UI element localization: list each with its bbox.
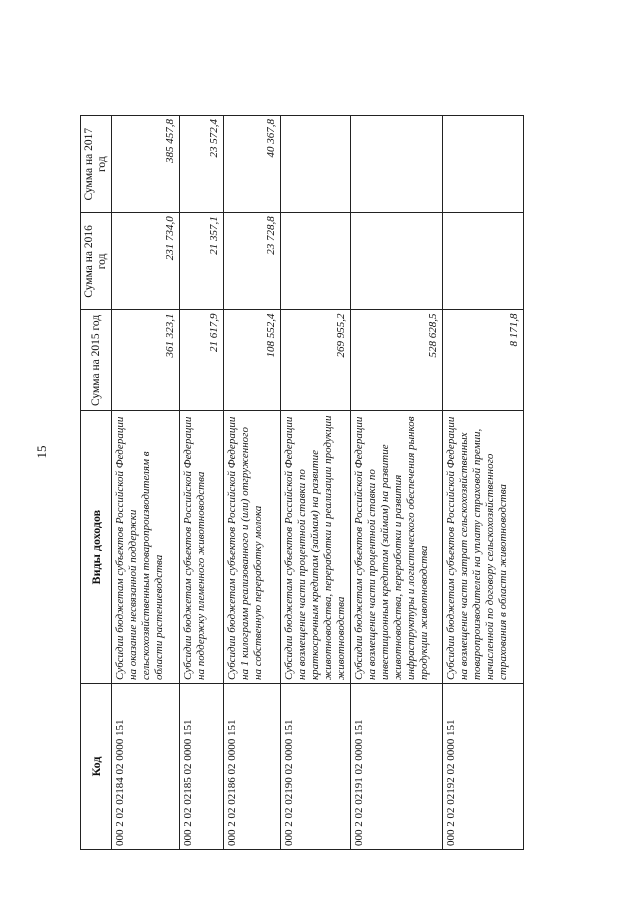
row-sum-2017: 385 457,8	[112, 116, 180, 213]
header-sum-2017: Сумма на 2017 год	[81, 116, 112, 213]
row-code: 000 2 02 02186 02 0000 151	[224, 684, 281, 850]
row-sum-2017: 40 367,8	[224, 116, 281, 213]
row-sum-2016	[443, 213, 524, 310]
row-sum-2015: 269 955,2	[281, 310, 351, 411]
row-description: Субсидии бюджетам субъектов Российской Федерации на 1 килограмм реализованного и (или) отгруженного на собственную переработку молока	[224, 411, 281, 684]
row-sum-2017	[351, 116, 443, 213]
header-sum-2015: Сумма на 2015 год	[81, 310, 112, 411]
header-code: Код	[81, 684, 112, 850]
row-sum-2017	[281, 116, 351, 213]
row-sum-2015: 8 171,8	[443, 310, 524, 411]
row-sum-2015: 528 628,5	[351, 310, 443, 411]
table-header-row	[81, 116, 112, 850]
row-code: 000 2 02 02190 02 0000 151	[281, 684, 351, 850]
row-description: Субсидии бюджетам субъектов Российской Федерации на возмещение части процентной ставки по инвестиционным кредитам (займам) на развитие животноводства, переработки и развития инфраструктуры и логистического обеспечения рынков продукции животноводства	[351, 411, 443, 684]
row-sum-2015: 361 323,1	[112, 310, 180, 411]
row-sum-2016: 21 357,1	[180, 213, 224, 310]
row-sum-2016	[351, 213, 443, 310]
table-row	[112, 116, 180, 850]
row-code: 000 2 02 02184 02 0000 151	[112, 684, 180, 850]
row-code: 000 2 02 02185 02 0000 151	[180, 684, 224, 850]
row-sum-2017	[443, 116, 524, 213]
page-number: 15	[34, 445, 49, 459]
row-code: 000 2 02 02192 02 0000 151	[443, 684, 524, 850]
row-sum-2015: 21 617,9	[180, 310, 224, 411]
row-sum-2017: 23 572,4	[180, 116, 224, 213]
table-row	[281, 116, 351, 850]
row-code: 000 2 02 02191 02 0000 151	[351, 684, 443, 850]
row-sum-2016: 23 728,8	[224, 213, 281, 310]
table-row	[351, 116, 443, 850]
income-table	[80, 115, 524, 850]
header-type: Виды доходов	[81, 411, 112, 684]
row-description: Субсидии бюджетам субъектов Российской Федерации на оказание несвязанной поддержки сельскохозяйственным товаропроизводителям в области растениеводства	[112, 411, 180, 684]
table-row	[224, 116, 281, 850]
row-description: Субсидии бюджетам субъектов Российской Федерации на возмещение части процентной ставки по краткосрочным кредитам (займам) на развитие животноводства, переработки и реализации продукции животноводства	[281, 411, 351, 684]
header-sum-2016: Сумма на 2016 год	[81, 213, 112, 310]
row-description: Субсидии бюджетам субъектов Российской Федерации на поддержку племенного животноводства	[180, 411, 224, 684]
row-sum-2016	[281, 213, 351, 310]
row-sum-2016: 231 734,0	[112, 213, 180, 310]
row-description: Субсидии бюджетам субъектов Российской Федерации на возмещение части затрат сельскохозяйственных товаропроизводителей на уплату страховой премии, начисленной по договору сельскохозяйственного страхования в области животноводства	[443, 411, 524, 684]
row-sum-2015: 108 552,4	[224, 310, 281, 411]
table-row	[443, 116, 524, 850]
rotated-table-container	[80, 115, 521, 850]
table-row	[180, 116, 224, 850]
